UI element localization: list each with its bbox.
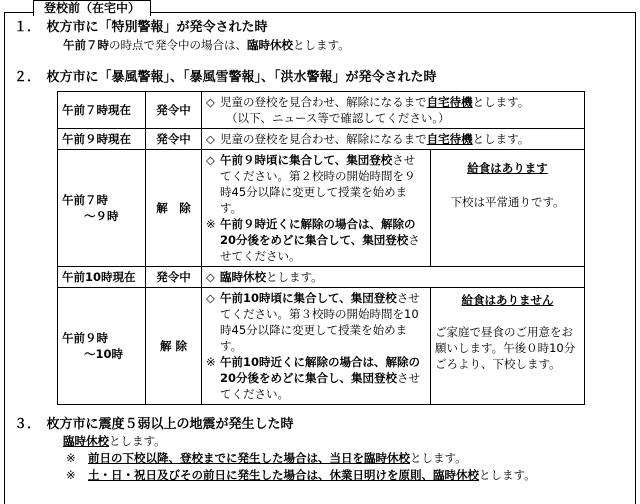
table-row	[58, 288, 585, 405]
assembly-rest: させてください。第３校時の開始時間を10時45分以降に変更して授業を始めます。	[220, 291, 420, 353]
table-row	[58, 267, 585, 288]
home-standby-text: 自宅待機	[426, 95, 473, 109]
section-3-note-2	[66, 468, 536, 483]
diamond-mark: ◇	[206, 132, 215, 146]
closure-text: 臨時休校	[220, 270, 266, 284]
detail-text: 児童の登校を見合わせ、解除になるまで	[220, 132, 427, 146]
warning-schedule-table	[57, 91, 585, 405]
time-start: 午前７時	[62, 193, 108, 207]
note-end: とします。	[479, 468, 536, 482]
detail-end: とします。	[472, 95, 530, 109]
time-cell	[58, 288, 146, 405]
diamond-mark: ◇	[206, 270, 215, 284]
time-cell: 午前７時現在	[58, 92, 146, 129]
time-cell: 午前10時現在	[58, 267, 146, 288]
detail-end: とします。	[266, 270, 323, 284]
time-cell: 午前９時現在	[58, 129, 146, 150]
body-text: の時点で発令中の場合は、	[109, 38, 247, 52]
section-1-body	[63, 38, 350, 53]
note-mark: ※	[206, 355, 216, 369]
section-tab-title: 登校前（在宅中）	[33, 0, 151, 16]
assembly-text: 午前９時頃に集合して、集団登校	[220, 153, 393, 167]
detail-cell	[202, 150, 431, 267]
status-cell: 解 除	[146, 150, 202, 267]
time-end: ～９時	[84, 209, 119, 223]
diamond-mark: ◇	[206, 95, 215, 109]
section-3-body	[63, 434, 166, 449]
note-mark: ※	[66, 468, 76, 482]
note-text: 土・日・祝日及びその前日に発生した場合は、休業日明けを原則、臨時休校	[88, 468, 479, 482]
assembly-rest: させてください。第２校時の開始時間を９時45分以降に変更して授業を始めます。	[220, 153, 416, 215]
note-mark: ※	[206, 217, 216, 231]
time-end: ～10時	[84, 347, 124, 361]
detail-text: 児童の登校を見合わせ、解除になるまで	[220, 95, 427, 109]
time-7am: 午前７時	[63, 38, 109, 52]
lunch-cell	[431, 150, 585, 267]
status-cell: 発令中	[146, 129, 202, 150]
closure-text: 臨時休校	[247, 38, 293, 52]
time-cell	[58, 150, 146, 267]
table-row	[58, 150, 585, 267]
lunch-note: 下校は平常通りです。	[450, 195, 565, 209]
status-cell: 解 除	[146, 288, 202, 405]
note-mark: ※	[66, 451, 76, 465]
table-row	[58, 129, 585, 150]
assembly-text: 午前10時頃に集合して、集団登校	[220, 291, 397, 305]
home-standby-text: 自宅待機	[426, 132, 473, 146]
section-1-heading: １． 枚方市に「特別警報」が発令された時	[14, 20, 268, 35]
table-row	[58, 92, 585, 129]
time-start: 午前９時	[62, 331, 108, 345]
detail-cell	[202, 129, 585, 150]
lunch-cell	[431, 288, 585, 405]
lunch-status: 給食はありません	[461, 293, 554, 307]
diamond-mark: ◇	[206, 153, 215, 167]
late-lift-text: 午前10時近くに解除の場合は、解除の20分後をめどに集合し、集団登校	[220, 355, 421, 385]
detail-end: とします。	[472, 132, 530, 146]
section-2-heading: ２． 枚方市に「暴風警報」、「暴風雪警報」、「洪水警報」が発令された時	[14, 70, 437, 85]
note-text: 前日の下校以降、登校までに発生した場合は、当日を臨時休校	[88, 451, 410, 465]
detail-cell	[202, 267, 585, 288]
body-end-text: とします。	[109, 434, 166, 448]
section-3-note-1	[66, 451, 467, 466]
lunch-note: ご家庭で昼食のご用意をお願いします。午後０時10分ごろより、下校します。	[435, 325, 576, 371]
diamond-mark: ◇	[206, 291, 215, 305]
note-end: とします。	[410, 451, 467, 465]
late-lift-rest: させてください。	[220, 233, 420, 263]
detail-cell	[202, 92, 585, 129]
status-cell: 発令中	[146, 267, 202, 288]
status-cell: 発令中	[146, 92, 202, 129]
detail-cell	[202, 288, 431, 405]
detail-note: （以下、ニュース等で確認してください。）	[226, 111, 450, 125]
section-3-heading: ３． 枚方市に震度５弱以上の地震が発生した時	[14, 417, 294, 432]
body-end-text: とします。	[293, 38, 350, 52]
closure-text: 臨時休校	[63, 434, 109, 448]
late-lift-rest: させてください。	[220, 371, 421, 401]
late-lift-text: 午前９時近くに解除の場合は、解除の20分後をめどに集合して、集団登校	[220, 217, 416, 247]
lunch-status: 給食はあります	[467, 161, 548, 175]
